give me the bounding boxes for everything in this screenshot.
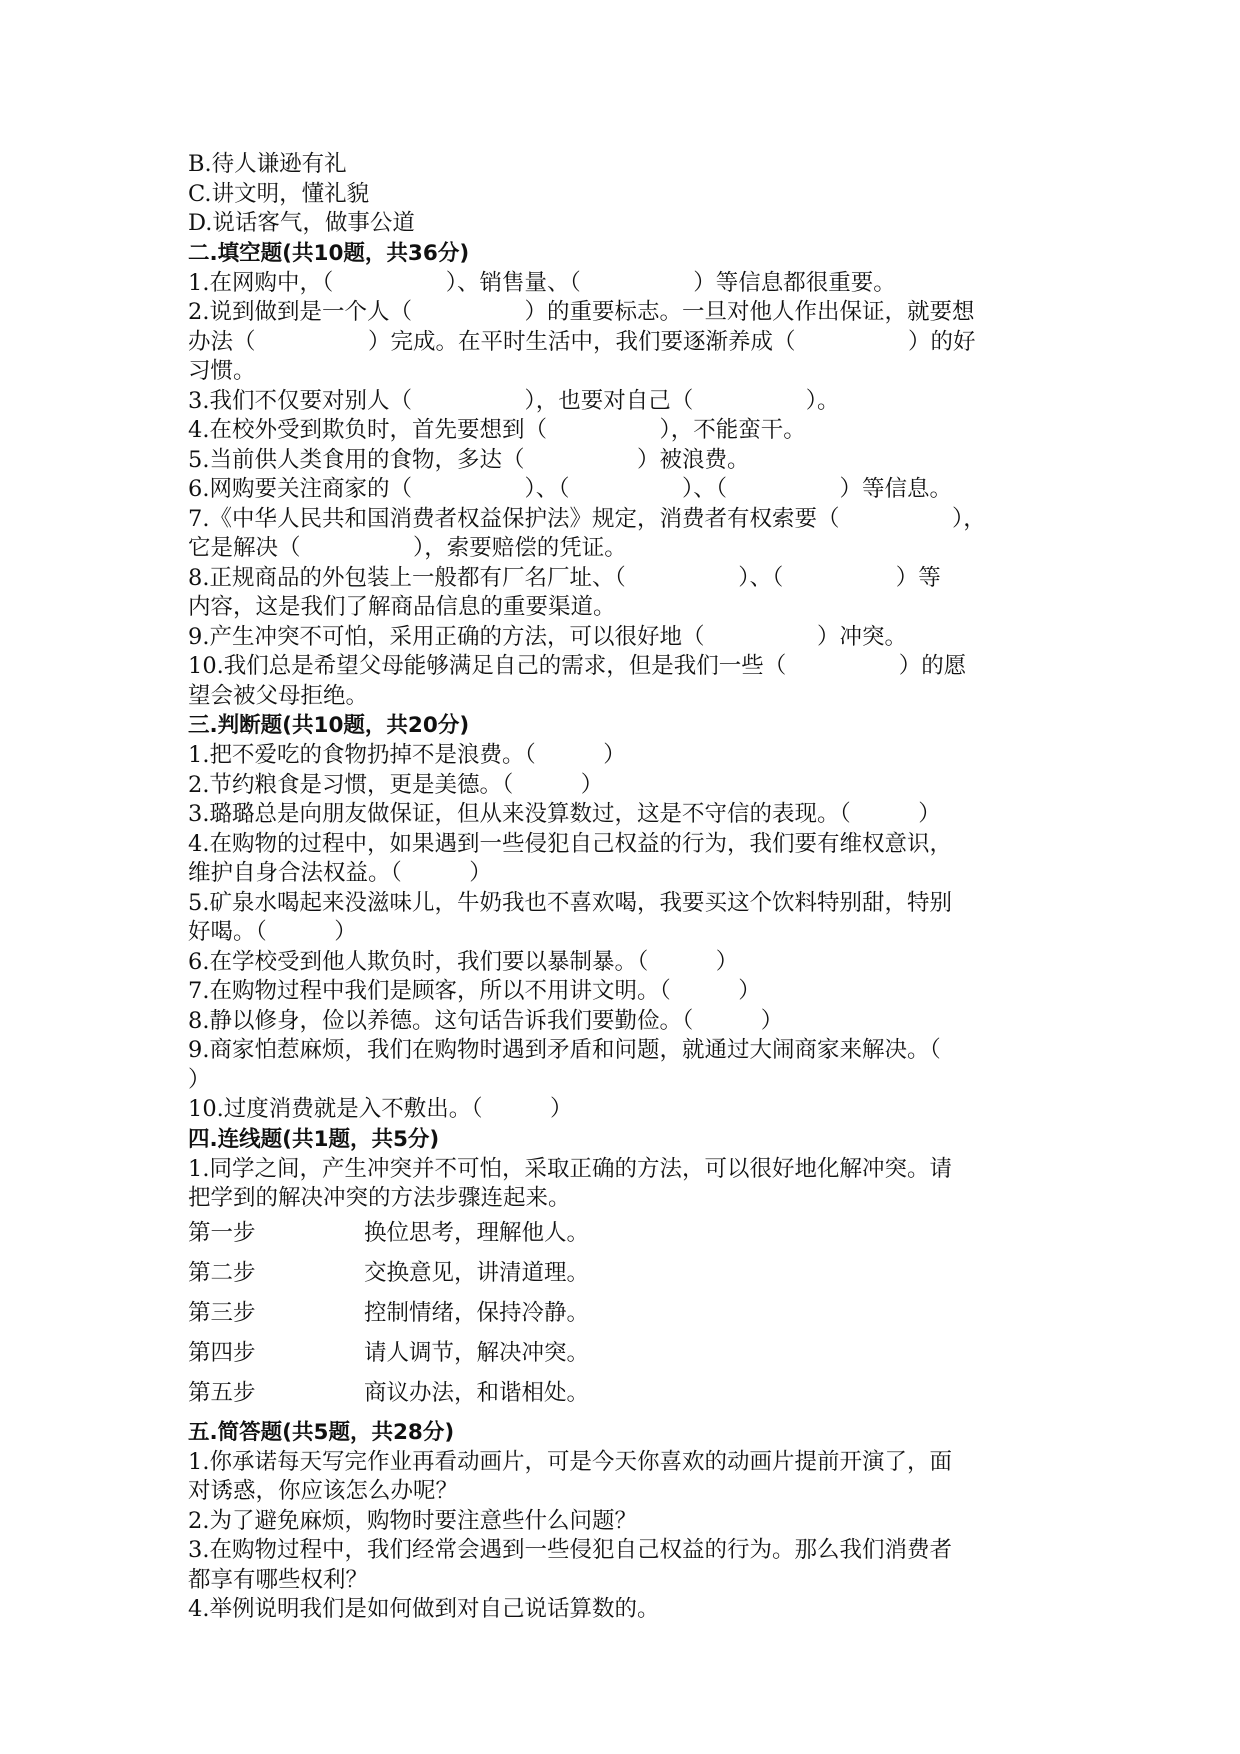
match-step: 第一步: [188, 1219, 256, 1246]
question-line: 7.《中华人民共和国消费者权益保护法》规定，消费者有权索要（ ），: [188, 505, 986, 532]
question-line: 维护自身合法权益。（ ）: [188, 860, 492, 886]
question-line: 4.在校外受到欺负时，首先要想到（ ），不能蛮干。: [188, 417, 806, 443]
question-line: 4.在购物的过程中，如果遇到一些侵犯自己权益的行为，我们要有维权意识，: [188, 830, 952, 857]
question-line: 9.商家怕惹麻烦，我们在购物时遇到矛盾和问题，就通过大闹商家来解决。（: [188, 1037, 941, 1063]
match-row: [188, 1334, 1068, 1374]
question-line: 1.把不爱吃的食物扔掉不是浪费。（ ）: [188, 742, 626, 768]
question-line: 内容，这是我们了解商品信息的重要渠道。: [188, 594, 616, 620]
match-method: 控制情绪，保持冷静。: [364, 1299, 590, 1326]
question-line: 办法（ ）完成。在平时生活中，我们要逐渐养成（ ）的好: [188, 328, 976, 355]
question-line: 6.网购要关注商家的（ ）、（ ）、（ ）等信息。: [188, 476, 952, 502]
match-method: 交换意见，讲清道理。: [364, 1259, 590, 1286]
question-line: 4.举例说明我们是如何做到对自己说话算数的。: [188, 1596, 660, 1622]
question-line: ）: [188, 1066, 211, 1093]
question-line: 习惯。: [188, 358, 256, 384]
match-step: 第四步: [188, 1339, 256, 1366]
match-method: 商议办法，和谐相处。: [364, 1379, 590, 1406]
question-line: 好喝。（ ）: [188, 919, 357, 945]
match-row: [188, 1254, 1068, 1294]
section-heading: 五.简答题(共5题，共28分): [188, 1419, 455, 1445]
match-row: [188, 1294, 1068, 1334]
question-line: 1.你承诺每天写完作业再看动画片，可是今天你喜欢的动画片提前开演了，面: [188, 1448, 952, 1475]
match-row: [188, 1214, 1068, 1254]
question-line: 2.节约粮食是习惯，更是美德。（ ）: [188, 771, 604, 798]
option-line: D.说话客气，做事公道: [188, 210, 415, 236]
part1-tail-options: [188, 150, 1068, 239]
question-line: 把学到的解决冲突的方法步骤连起来。: [188, 1185, 571, 1211]
question-line: 5.矿泉水喝起来没滋味儿，牛奶我也不喜欢喝，我要买这个饮料特别甜，特别: [188, 889, 952, 916]
question-line: 1.在网购中，（ ）、销售量、（ ）等信息都很重要。: [188, 269, 896, 296]
section-heading: 三.判断题(共10题，共20分): [188, 713, 470, 738]
judge-section: [188, 711, 1068, 1125]
option-line: B.待人谦逊有礼: [188, 151, 347, 177]
question-line: 5.当前供人类食用的食物，多达（ ）被浪费。: [188, 446, 750, 473]
question-line: 7.在购物过程中我们是顾客，所以不用讲文明。（ ）: [188, 978, 761, 1004]
fill-blank-section: [188, 239, 1068, 712]
match-step: 第二步: [188, 1259, 256, 1286]
question-line: 8.静以修身，俭以养德。这句话告诉我们要勤俭。（ ）: [188, 1007, 784, 1034]
question-line: 都享有哪些权利？: [188, 1566, 369, 1593]
question-line: 2.为了避免麻烦，购物时要注意些什么问题？: [188, 1507, 637, 1534]
option-line: C.讲文明，懂礼貌: [188, 180, 370, 207]
section-heading: 二.填空题(共10题，共36分): [188, 240, 470, 266]
match-row: [188, 1374, 1068, 1414]
exam-content: [188, 150, 1068, 1625]
question-line: 9.产生冲突不可怕，采用正确的方法，可以很好地（ ）冲突。: [188, 623, 907, 650]
question-line: 1.同学之间，产生冲突并不可怕，采取正确的方法，可以很好地化解冲突。请: [188, 1155, 952, 1182]
question-line: 3.我们不仅要对别人（ ），也要对自己（ ）。: [188, 387, 840, 414]
match-step: 第三步: [188, 1299, 256, 1326]
question-line: 它是解决（ ），索要赔偿的凭证。: [188, 535, 627, 561]
match-method: 请人调节，解决冲突。: [364, 1339, 590, 1366]
question-line: 望会被父母拒绝。: [188, 682, 369, 709]
question-line: 6.在学校受到他人欺负时，我们要以暴制暴。（ ）: [188, 948, 739, 975]
short-answer-section: [188, 1418, 1068, 1625]
question-line: 8.正规商品的外包装上一般都有厂名厂址、（ ）、（ ）等: [188, 564, 941, 591]
section-heading: 四.连线题(共1题，共5分): [188, 1126, 440, 1152]
question-line: 对诱惑，你应该怎么办呢？: [188, 1478, 459, 1504]
match-step: 第五步: [188, 1379, 256, 1406]
matching-section: [188, 1125, 1068, 1418]
question-line: 10.过度消费就是入不敷出。（ ）: [188, 1096, 573, 1122]
question-line: 10.我们总是希望父母能够满足自己的需求，但是我们一些（ ）的愿: [188, 653, 967, 679]
match-method: 换位思考，理解他人。: [364, 1219, 590, 1246]
question-line: 3.在购物过程中，我们经常会遇到一些侵犯自己权益的行为。那么我们消费者: [188, 1537, 952, 1563]
question-line: 3.璐璐总是向朋友做保证，但从来没算数过，这是不守信的表现。（ ）: [188, 801, 941, 827]
question-line: 2.说到做到是一个人（ ）的重要标志。一旦对他人作出保证，就要想: [188, 299, 975, 325]
